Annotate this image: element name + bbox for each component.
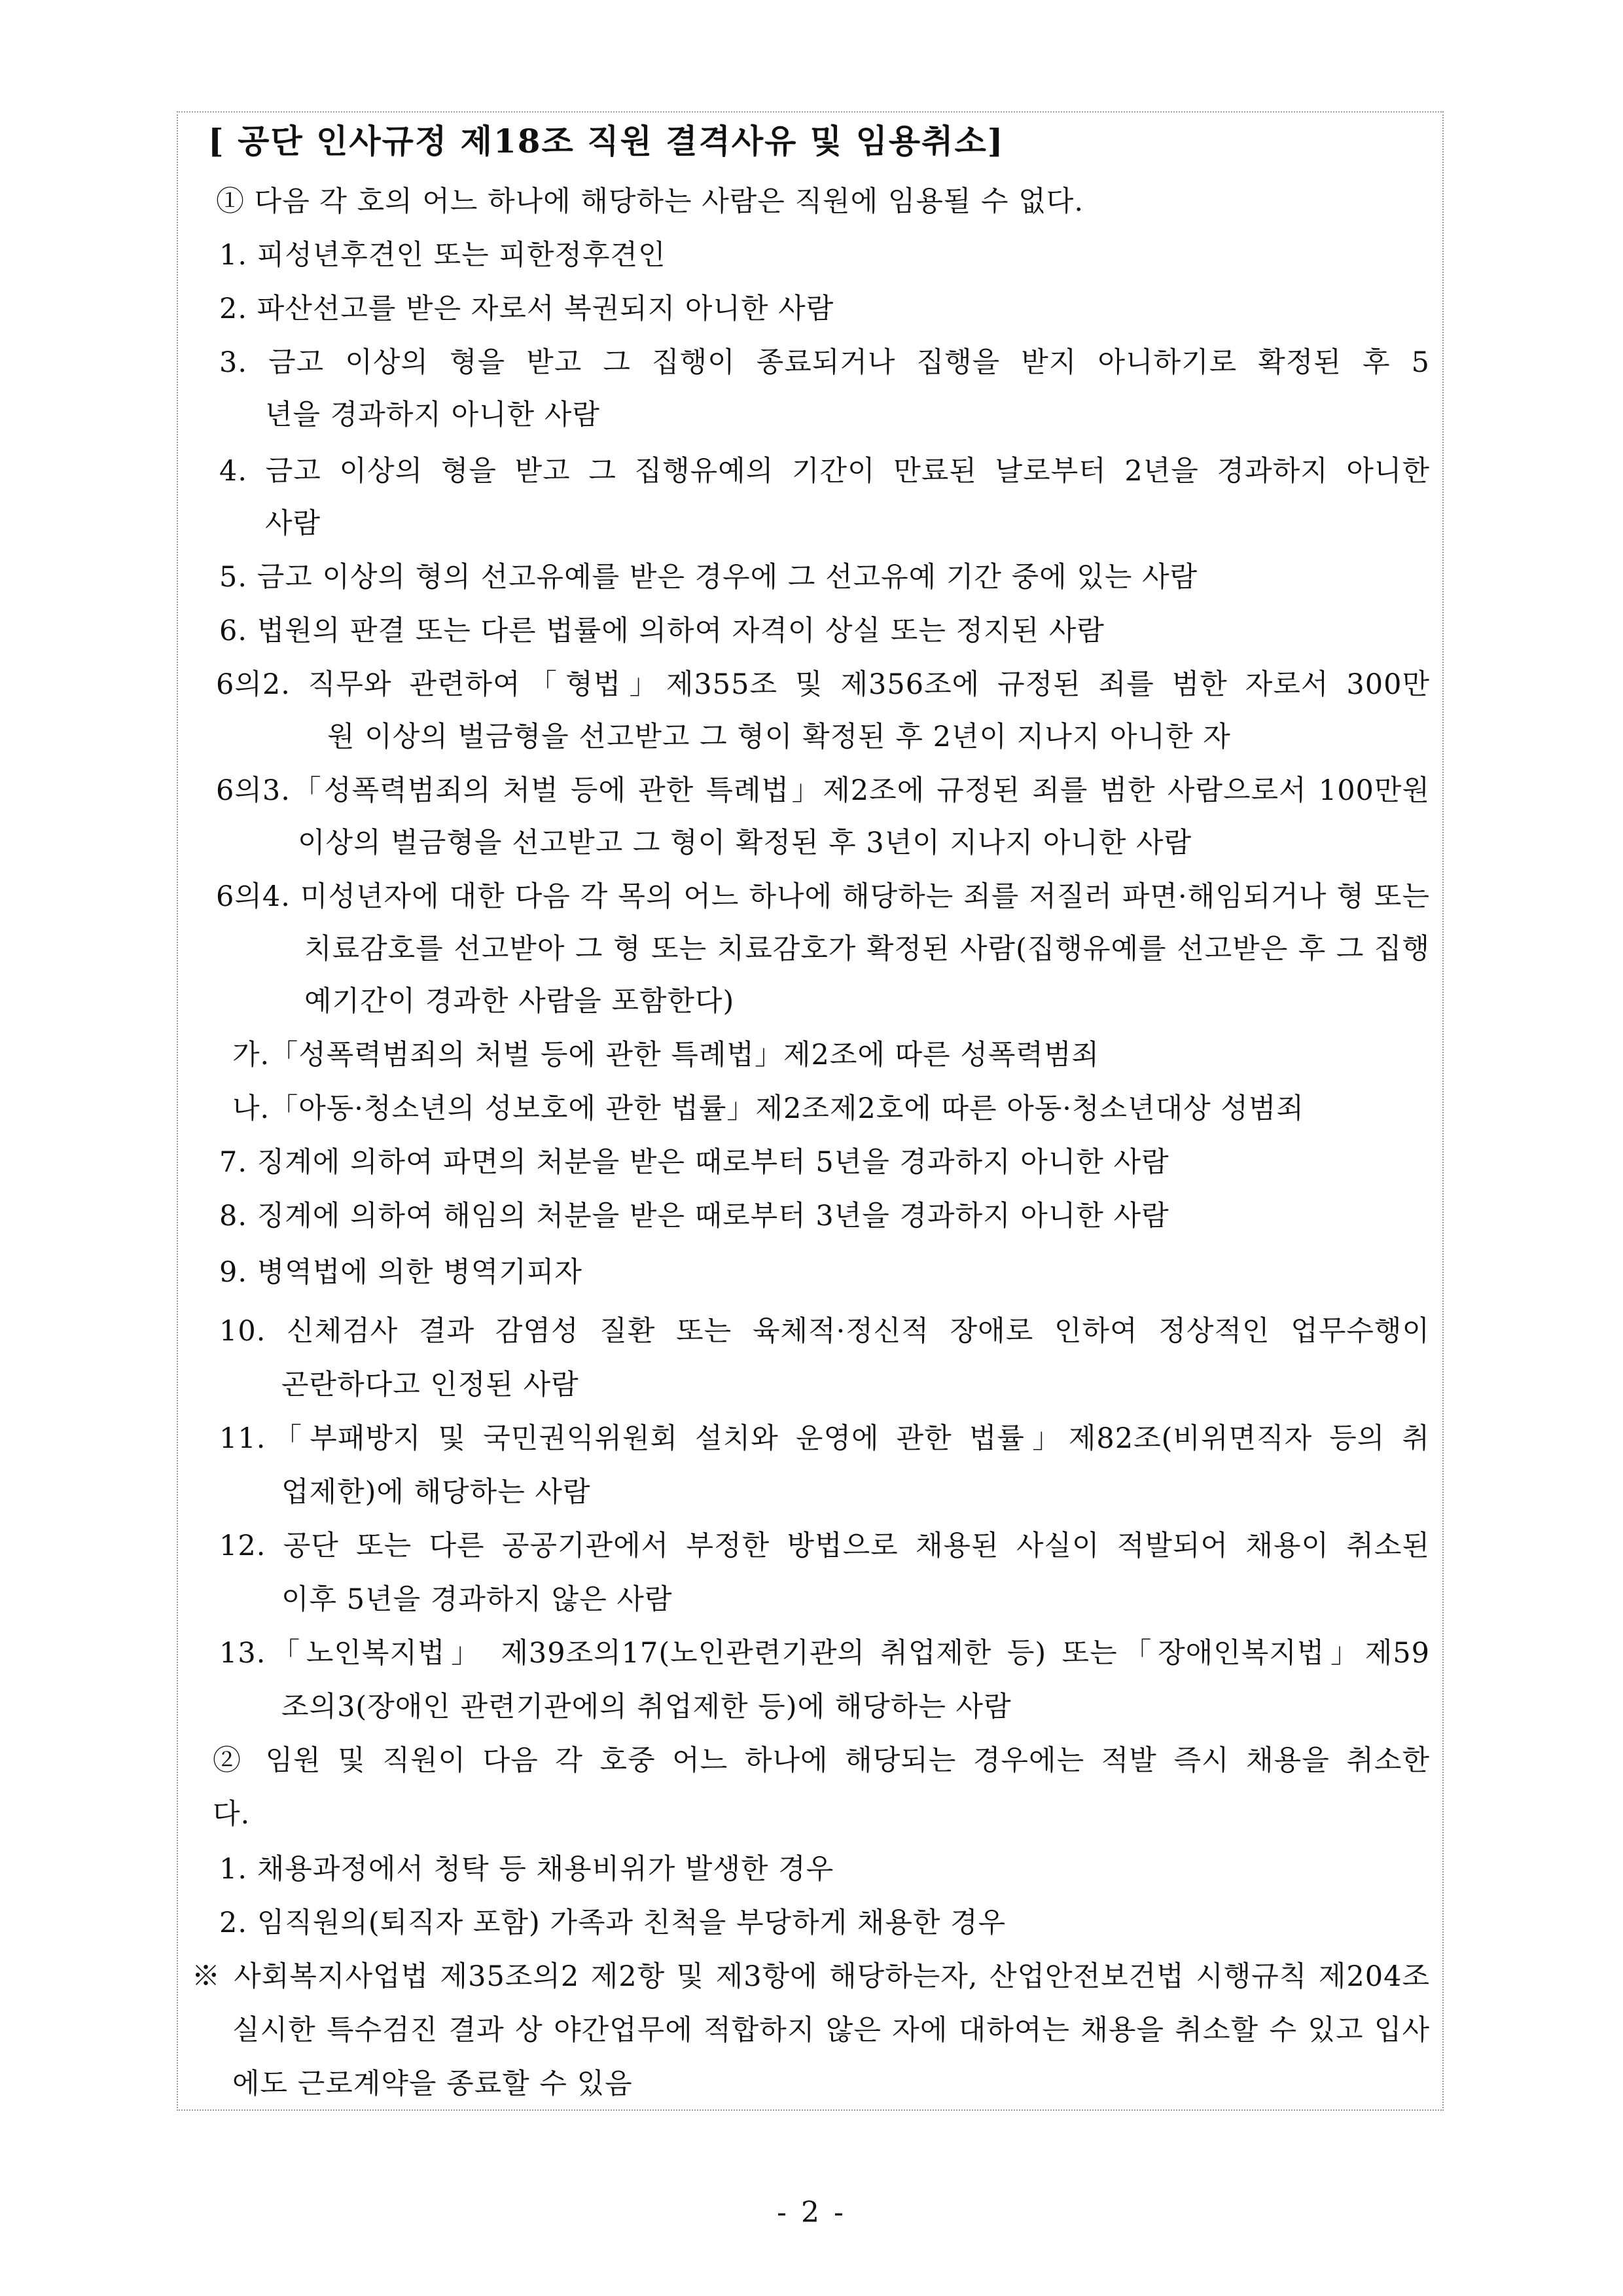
item-11-line-1: 11.「부패방지 및 국민권익위원회 설치와 운영에 관한 법률」제82조(비위면직자 등의 취 — [219, 1422, 1430, 1455]
item-2: 2. 파산선고를 받은 자로서 복권되지 아니한 사람 — [219, 293, 834, 325]
item-6-4-line-1: 6의4. 미성년자에 대한 다음 각 목의 어느 하나에 해당하는 죄를 저질러 파면·해임되거나 형 또는 — [216, 880, 1430, 913]
item-6-3-line-1: 6의3.「성폭력범죄의 처벌 등에 관한 특례법」제2조에 규정된 죄를 범한 사람으로서 100만원 — [216, 774, 1430, 807]
item-4-line-1: 4. 금고 이상의 형을 받고 그 집행유예의 기간이 만료된 날로부터 2년을 경과하지 아니한 — [219, 455, 1430, 488]
note-line-2: 실시한 특수검진 결과 상 야간업무에 적합하지 않은 자에 대하여는 채용을 취소할 수 있고 입사 — [232, 2014, 1430, 2047]
clause-2-item-1: 1. 채용과정에서 청탁 등 채용비위가 발생한 경우 — [219, 1853, 834, 1886]
item-1: 1. 피성년후견인 또는 피한정후견인 — [219, 239, 666, 272]
section-title: [ 공단 인사규정 제18조 직원 결격사유 및 임용취소] — [208, 122, 1005, 160]
item-3-line-2: 년을 경과하지 아니한 사람 — [265, 399, 600, 431]
note-line-1: ※ 사회복지사업법 제35조의2 제2항 및 제3항에 해당하는자, 산업안전보건법 시행규칙 제204조 — [192, 1960, 1430, 1993]
sub-item-ga: 가.「성폭력범죄의 처벌 등에 관한 특례법」제2조에 따른 성폭력범죄 — [232, 1039, 1100, 1071]
item-12-line-2: 이후 5년을 경과하지 않은 사람 — [281, 1583, 673, 1616]
sub-item-na: 나.「아동·청소년의 성보호에 관한 법률」제2조제2호에 따른 아동·청소년대상 성범죄 — [232, 1092, 1304, 1125]
item-6: 6. 법원의 판결 또는 다른 법률에 의하여 자격이 상실 또는 정지된 사람 — [219, 615, 1105, 647]
item-7: 7. 징계에 의하여 파면의 처분을 받은 때로부터 5년을 경과하지 아니한 사람 — [219, 1146, 1169, 1179]
item-10-line-2: 곤란하다고 인정된 사람 — [281, 1369, 579, 1401]
item-3-line-1: 3. 금고 이상의 형을 받고 그 집행이 종료되거나 집행을 받지 아니하기로 확정된 후 5 — [219, 346, 1430, 379]
clause-1-intro: ① 다음 각 호의 어느 하나에 해당하는 사람은 직원에 임용될 수 없다. — [216, 185, 1084, 218]
item-10-line-1: 10. 신체검사 결과 감염성 질환 또는 육체적·정신적 장애로 인하여 정상적인 업무수행이 — [219, 1315, 1430, 1348]
clause-2-item-2: 2. 임직원의(퇴직자 포함) 가족과 친척을 부당하게 채용한 경우 — [219, 1907, 1007, 1939]
clause-2-line-2: 다. — [213, 1798, 251, 1831]
item-13-line-1: 13.「노인복지법」 제39조의17(노인관련기관의 취업제한 등) 또는「장애인복지법」제59 — [219, 1637, 1430, 1670]
item-13-line-2: 조의3(장애인 관련기관에의 취업제한 등)에 해당하는 사람 — [281, 1691, 1012, 1723]
item-9: 9. 병역법에 의한 병역기피자 — [219, 1256, 582, 1289]
item-5: 5. 금고 이상의 형의 선고유예를 받은 경우에 그 선고유예 기간 중에 있는 사람 — [219, 561, 1198, 594]
note-line-3: 에도 근로계약을 종료할 수 있음 — [232, 2068, 633, 2100]
page-number: - 2 - — [777, 2196, 846, 2229]
item-6-2-line-2: 원 이상의 벌금형을 선고받고 그 형이 확정된 후 2년이 지나지 아니한 자 — [327, 721, 1231, 753]
item-11-line-2: 업제한)에 해당하는 사람 — [281, 1476, 591, 1509]
item-6-4-line-2: 치료감호를 선고받아 그 형 또는 치료감호가 확정된 사람(집행유예를 선고받은 후 그 집행 — [304, 933, 1430, 965]
item-12-line-1: 12. 공단 또는 다른 공공기관에서 부정한 방법으로 채용된 사실이 적발되어 채용이 취소된 — [219, 1530, 1430, 1562]
item-6-2-line-1: 6의2. 직무와 관련하여「형법」제355조 및 제356조에 규정된 죄를 범한 자로서 300만 — [216, 668, 1430, 701]
item-8: 8. 징계에 의하여 해임의 처분을 받은 때로부터 3년을 경과하지 아니한 사람 — [219, 1200, 1169, 1232]
item-4-line-2: 사람 — [265, 507, 321, 540]
item-6-3-line-2: 이상의 벌금형을 선고받고 그 형이 확정된 후 3년이 지나지 아니한 사람 — [298, 827, 1192, 859]
item-6-4-line-3: 예기간이 경과한 사람을 포함한다) — [304, 985, 735, 1018]
clause-2-line-1: ② 임원 및 직원이 다음 각 호중 어느 하나에 해당되는 경우에는 적발 즉시 채용을 취소한 — [213, 1744, 1430, 1777]
